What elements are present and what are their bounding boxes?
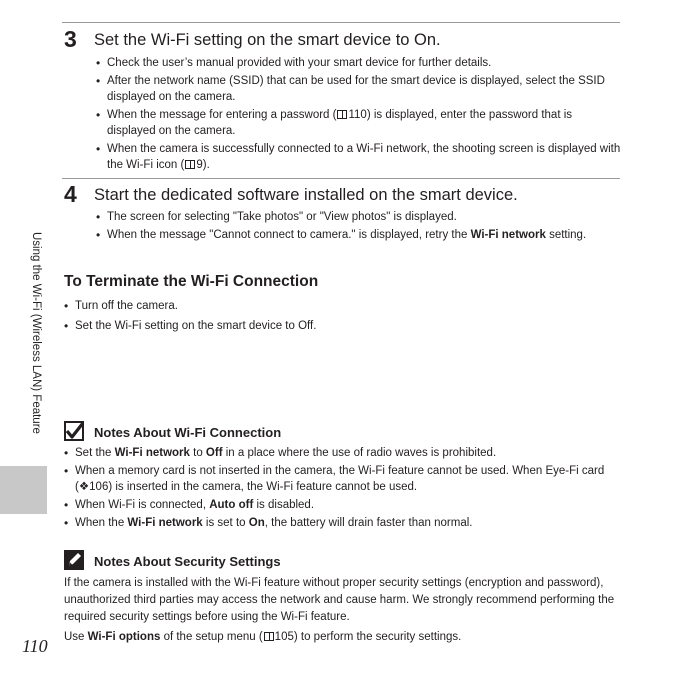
terminate-bullets [64,298,624,338]
notes-security-heading: Notes About Security Settings [94,554,281,569]
list-item: • When Wi-Fi is connected, Auto off is disabled. [64,497,624,513]
list-item: • When the Wi-Fi network is set to On, the battery will drain faster than normal. [64,515,624,531]
step4-rule [62,178,620,179]
step4-number: 4 [64,181,77,207]
step3-rule [62,22,620,23]
security-paragraph: If the camera is installed with the Wi-Fi feature without proper security settings (encryption and password), unauthorized third parties may access the network and cause harm. We strongly recommend performing the required security settings before using the Wi-Fi feature. [64,577,615,623]
step4-title: Start the dedicated software installed on the smart device. [94,186,518,204]
list-item: • Set the Wi-Fi setting on the smart device to Off. [64,318,624,334]
book-reference-icon [185,160,195,169]
step3-bullets [96,55,622,175]
list-item: • The screen for selecting "Take photos" or "View photos" is displayed. [96,209,622,225]
terminate-heading: To Terminate the Wi-Fi Connection [64,273,319,290]
list-item: • Turn off the camera. [64,298,624,314]
sidebar-label: Using the Wi-Fi (Wireless LAN) Feature [30,232,42,434]
pencil-icon [64,550,84,570]
book-reference-icon [337,110,347,119]
page-reference[interactable]: 110 [348,109,367,121]
chapter-tab [0,466,47,514]
list-item: • Check the user’s manual provided with your smart device for further details. [96,55,622,71]
list-item: • When the message for entering a password ( 110) is displayed, enter the password that is displayed on the camera. [96,107,622,139]
list-item: • When the message "Cannot connect to camera." is displayed, retry the Wi-Fi network setting. [96,227,622,243]
list-item: • When a memory card is not inserted in the camera, the Wi-Fi feature cannot be used. When Eye-Fi card (❖106) is inserted in the camera, the Wi-Fi feature cannot be used. [64,463,624,495]
security-use-line: Use Wi-Fi options of the setup menu ( 105) to perform the security settings. [64,631,462,643]
step3-number: 3 [64,26,77,52]
check-mark-icon [64,421,84,441]
page-reference[interactable]: 106 [89,481,109,493]
step3-title: Set the Wi-Fi setting on the smart device to On. [94,31,441,49]
page-number: 110 [22,636,48,656]
list-item: • When the camera is successfully connected to a Wi-Fi network, the shooting screen is displayed with the Wi-Fi icon ( 9). [96,141,622,173]
list-item: • Set the Wi-Fi network to Off in a place where the use of radio waves is prohibited. [64,445,624,461]
page-reference[interactable]: 105 [274,631,294,643]
notes-wifi-bullets [64,445,624,533]
notes-wifi-heading: Notes About Wi-Fi Connection [94,425,282,440]
list-item: • After the network name (SSID) that can be used for the smart device is displayed, select the SSID displayed on the camera. [96,73,622,105]
reference-mark-icon: ❖ [78,481,90,493]
step4-bullets [96,209,622,245]
page-reference[interactable]: 9 [196,159,203,171]
book-reference-icon [264,632,274,641]
